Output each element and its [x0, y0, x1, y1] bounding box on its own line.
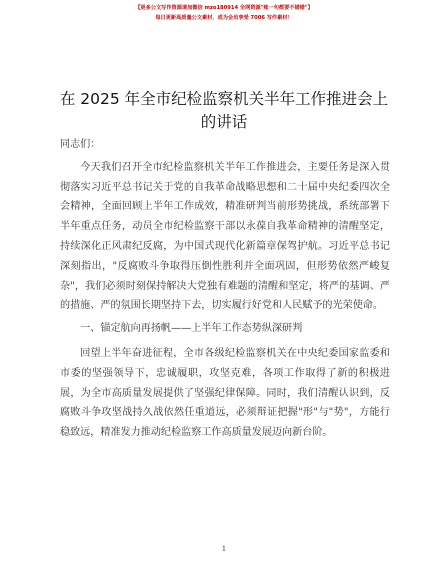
document-title: [40, 88, 408, 134]
document-body: [60, 135, 390, 446]
promo-banner: [0, 3, 448, 23]
document-title-line-1: 在 2025 年全市纪检监察机关半年工作推进会上: [59, 90, 389, 108]
promo-banner-line-2: 每日更新高质量公文素材，成为会员享受 7006 写作素材！: [155, 15, 293, 21]
page-number: 1: [221, 545, 227, 553]
body-paragraph-2: 回望上半年奋进征程，全市各级纪检监察机关在中央纪委国家监委和市委的坚强领导下，忠诚履职，攻坚克难，各项工作取得了新的积极进展，为全市高质量发展提供了坚强纪律保障。同时，我们清醒认识到，反腐败斗争攻坚战持久战依然任重道远，必须辩证把握"形"与"势"，方能行稳致远，精准发力推动纪检监察工作高质量发展迈向新台阶。: [60, 347, 390, 439]
promo-banner-line-1: 【更多公文写作资源请加微信 mzo180914 全网资源"账一句都要不错错"】: [135, 5, 313, 11]
salutation: 同志们：: [60, 139, 101, 150]
document-title-line-2: 的讲话: [200, 113, 248, 131]
body-paragraph-1: 今天我们召开全市纪检监察机关半年工作推进会，主要任务是深入贯彻落实习近平总书记关于党的自我革命战略思想和二十届中央纪委四次全会精神，全面回顾上半年工作成效，精准研判当前形势挑战，系统部署下半年重点任务，动员全市纪检监察干部以永葆自我革命精神的清醒坚定，持续深化正风肃纪反腐，为中国式现代化新篇章保驾护航。习近平总书记深刻指出，"反腐败斗争取得压倒性胜利并全面巩固，但形势依然严峻复杂"，我们必须时刻保持解决大党独有难题的清醒和坚定，将严的基调、严的措施、严的氛围长期坚持下去，切实履行好党和人民赋予的光荣使命。: [60, 161, 390, 312]
section-heading-1: 一、锚定航向再扬帆——上半年工作态势纵深研判: [80, 323, 303, 335]
